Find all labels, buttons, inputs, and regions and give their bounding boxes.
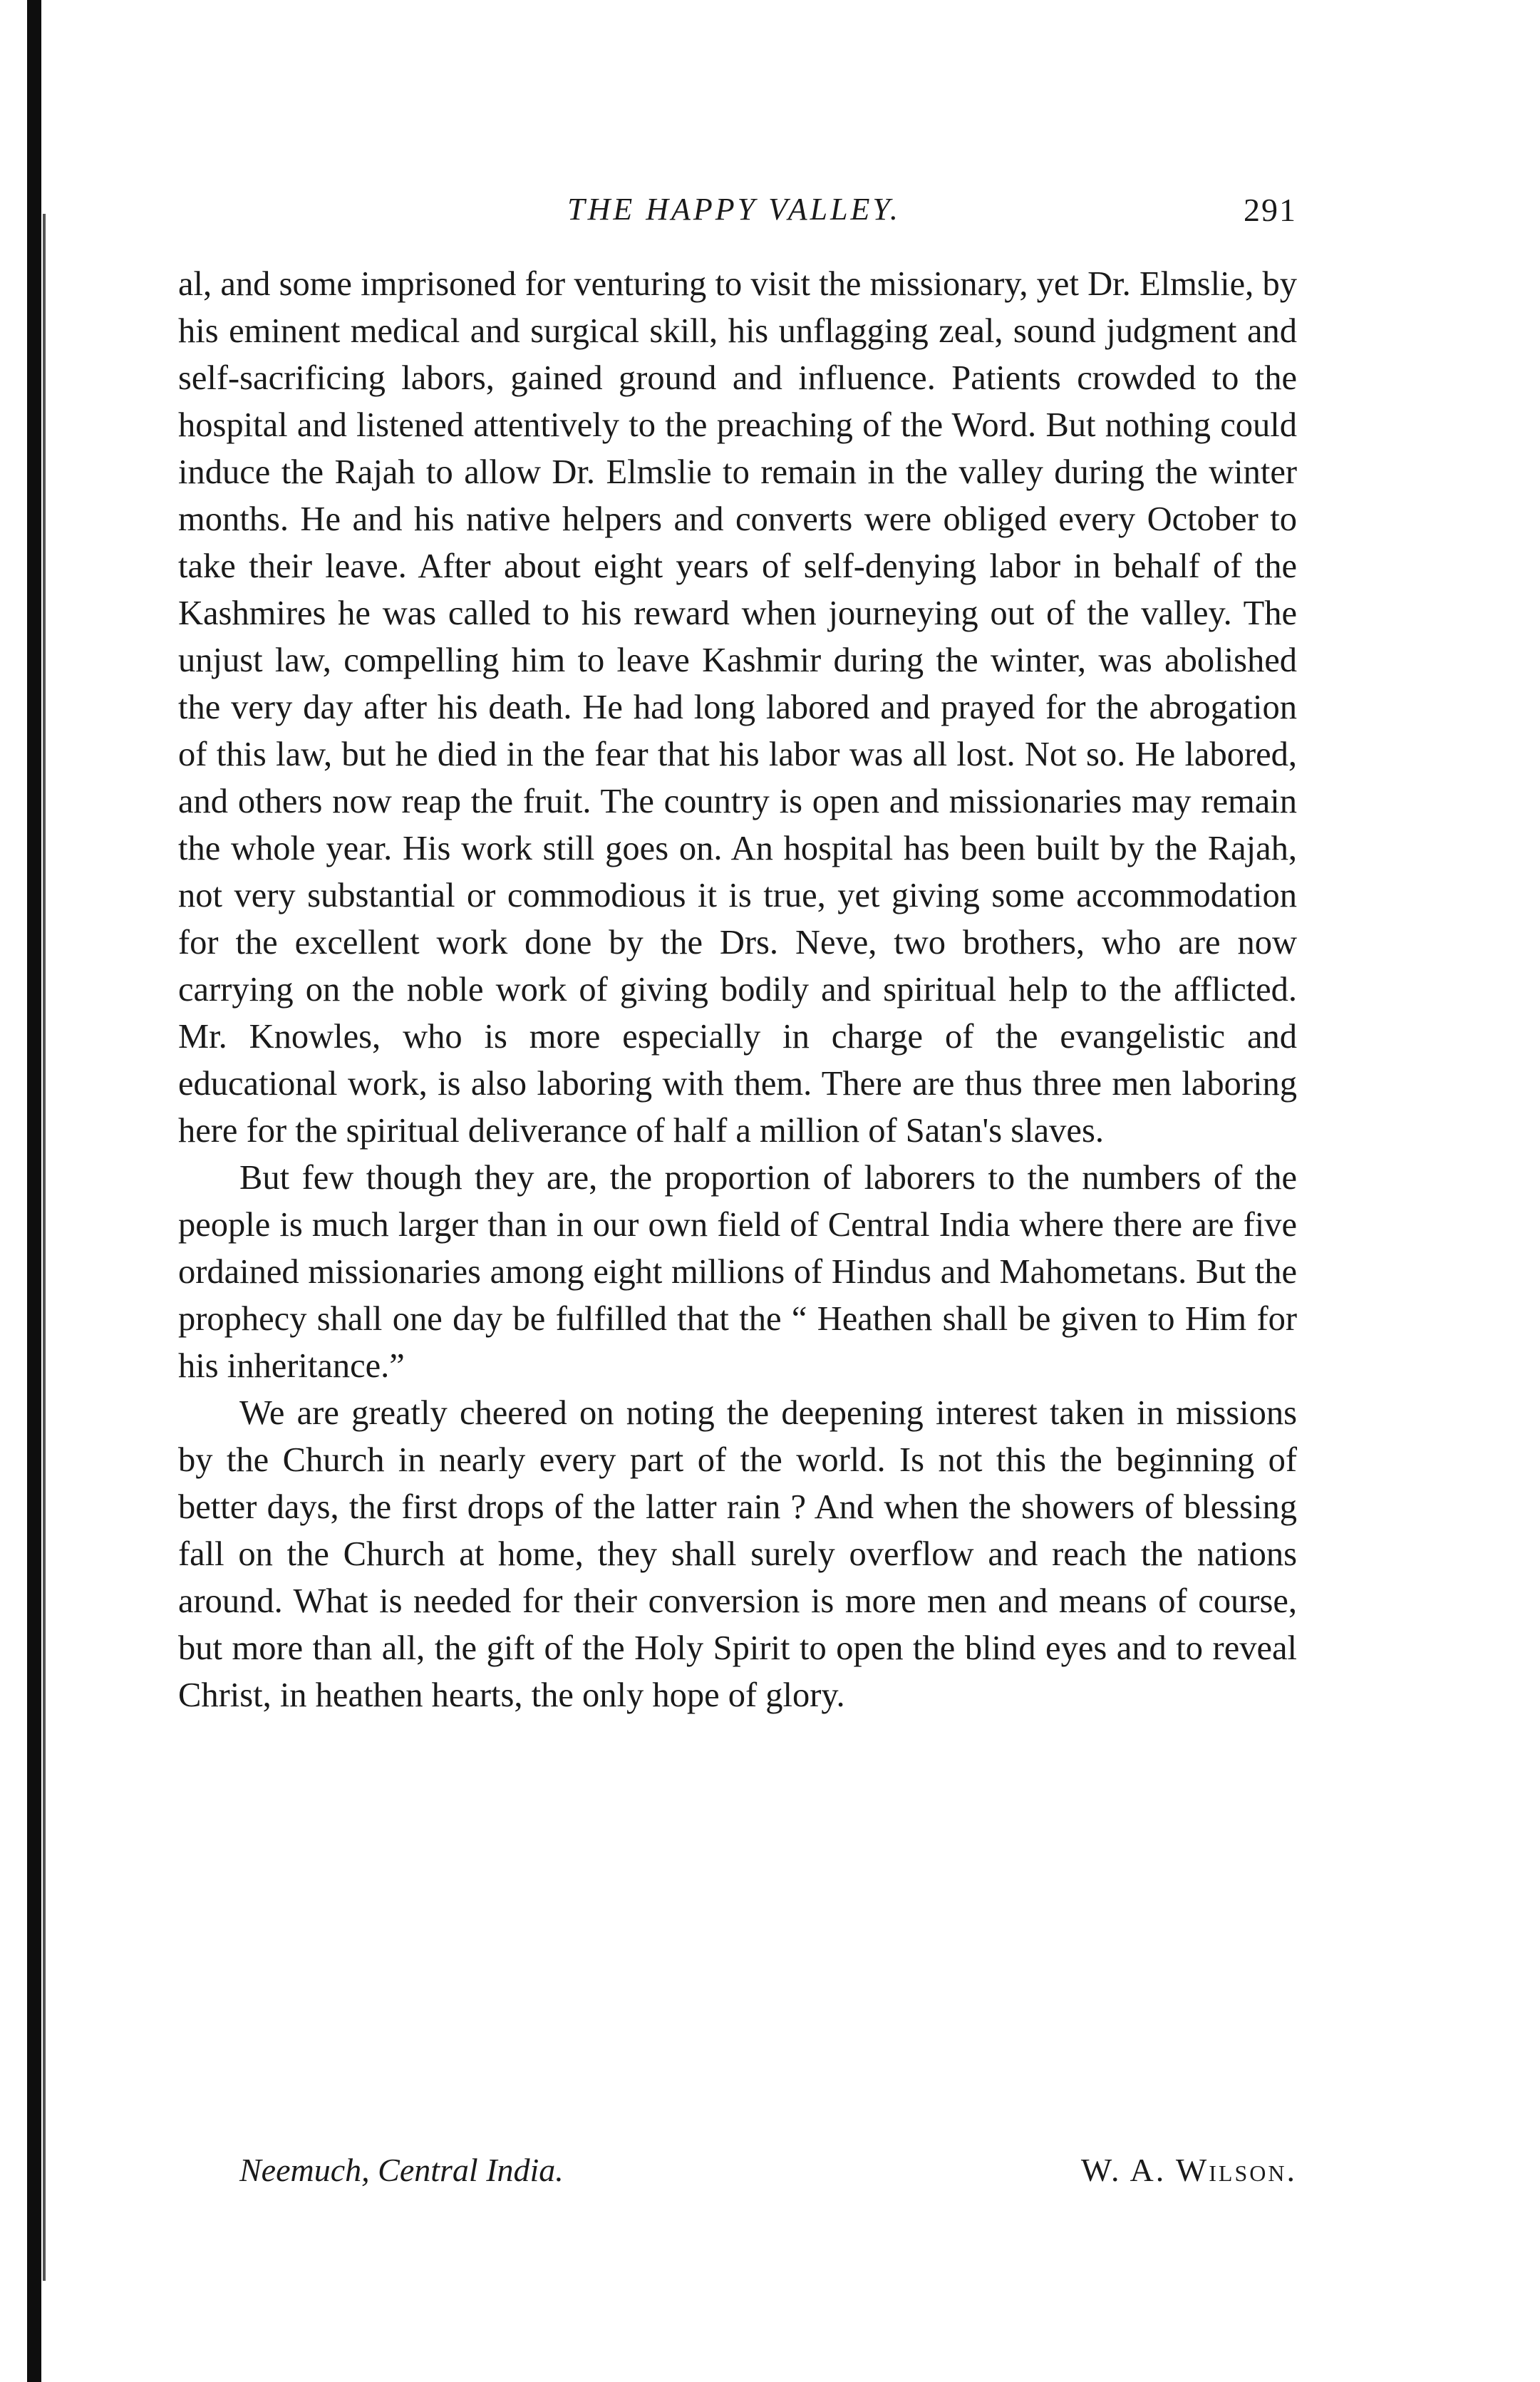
running-title: THE HAPPY VALLEY. [567,192,901,227]
signature-author: W. A. Wilson. [1080,2152,1297,2188]
scan-binding-edge [27,0,41,2382]
signature-place: Neemuch, Central India. [239,2152,564,2188]
body-text [178,261,1297,1719]
page-header [171,191,1297,248]
page-number: 291 [1244,192,1297,228]
signature-line [178,2151,1297,2201]
paragraph-continued: al, and some imprisoned for venturing to visit the missionary, yet Dr. Elmslie, by his eminent medical and surgical skill, his unflagging zeal, sound judgment and self-sacrificing labors, gained ground and influence. Patients crowded to the hospital and listened attentively to the preaching of the Word. But nothing could induce the Rajah to allow Dr. Elmslie to remain in the valley during the winter months. He and his native helpers and converts were obliged every October to take their leave. After about eight years of self-denying labor in behalf of the Kashmires he was called to his reward when journeying out of the valley. The unjust law, compelling him to leave Kashmir during the winter, was abolished the very day after his death. He had long labored and prayed for the abrogation of this law, but he died in the fear that his labor was all lost. Not so. He labored, and others now reap the fruit. The country is open and missionaries may remain the whole year. His work still goes on. An hospital has been built by the Rajah, not very substantial or commodious it is true, yet giving some accommodation for the excellent work done by the Drs. Neve, two brothers, who are now carrying on the noble work of giving bodily and spiritual help to the afflicted. Mr. Knowles, who is more especially in charge of the evangelistic and educational work, is also laboring with them. There are thus three men laboring here for the spiritual deliverance of half a million of Satan's slaves. [178,265,1297,1150]
paragraph: But few though they are, the proportion of laborers to the numbers of the people is much larger than in our own field of Central India where there are five ordained missionaries among eight millions of Hindus and Mahometans. But the prophecy shall one day be fulfilled that the “ Heathen shall be given to Him for his inheritance.” [178,1159,1297,1385]
scan-edge-shadow [43,214,46,2281]
paragraph: We are greatly cheered on noting the deepening interest taken in missions by the Church in nearly every part of the world. Is not this the beginning of better days, the first drops of the latter rain ? And when the showers of blessing fall on the Church at home, they shall surely overflow and reach the nations around. What is needed for their conversion is more men and means of course, but more than all, the gift of the Holy Spirit to open the blind eyes and to reveal Christ, in heathen hearts, the only hope of glory. [178,1394,1297,1714]
